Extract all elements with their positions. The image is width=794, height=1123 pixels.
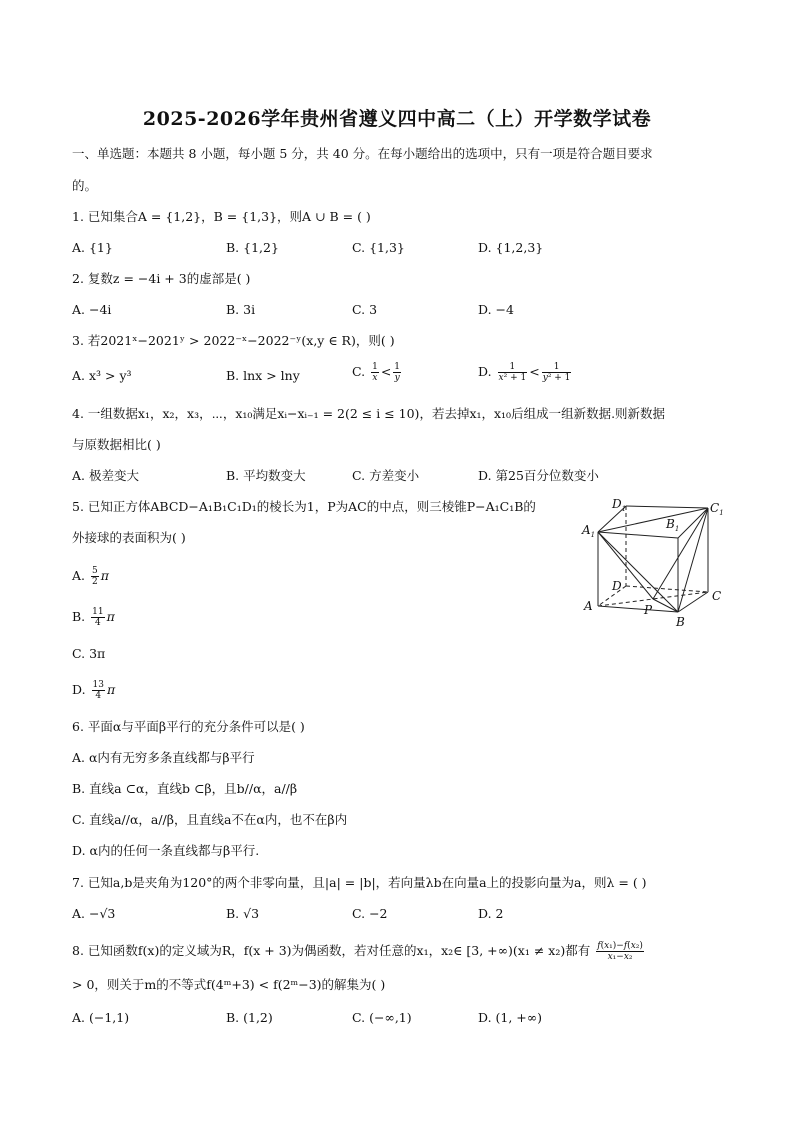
question-5-stem-line2: 外接球的表面积为( )	[72, 530, 186, 545]
question-3-stem: 3. 若2021ˣ−2021ʸ > 2022⁻ˣ−2022⁻ʸ(x,y ∈ R)，则( )	[72, 333, 395, 348]
question-1-stem: 1. 已知集合A = {1,2}，B = {1,3}，则A ∪ B = ( )	[72, 209, 371, 224]
question-1-option-c: C. {1,3}	[352, 240, 405, 255]
page-title: 2025-2026学年贵州省遵义四中高二（上）开学数学试卷	[142, 108, 652, 130]
fraction: $\frac{13}{4}$	[92, 680, 104, 701]
question-7-option-a: A. −√3	[72, 906, 116, 921]
question-5-option-d: D. $\frac{13}{4}$ π	[72, 680, 116, 701]
question-6-option-c: C. 直线a//α，a//β，且直线a不在α内，也不在β内	[72, 812, 348, 827]
question-4-option-c: C. 方差变小	[352, 468, 420, 483]
fraction: $\frac{11}{4}$	[92, 607, 104, 628]
section-instructions-line2: 的。	[72, 178, 98, 193]
question-4-option-d: D. 第25百分位数变小	[478, 468, 599, 483]
cube-figure	[578, 494, 748, 634]
label-c1: $C_1$	[710, 501, 724, 517]
label-d1: $D_1$	[612, 497, 627, 513]
question-7-option-c: C. −2	[352, 906, 388, 921]
label-b: B	[676, 615, 685, 629]
question-6-option-a: A. α内有无穷多条直线都与β平行	[72, 750, 255, 765]
label-p: P	[644, 603, 653, 617]
question-5-option-c: C. 3π	[72, 646, 106, 661]
label-b1: $B_1$	[666, 517, 680, 533]
question-5-option-b: B. $\frac{11}{4}$ π	[72, 607, 115, 628]
question-5-option-a: A. $\frac{5}{2}$ π	[72, 566, 109, 587]
question-2-option-a: A. −4i	[72, 302, 112, 317]
question-7-stem: 7. 已知a,b是夹角为120°的两个非零向量，且|a| = |b|，若向量λb在向量a上的投影向量为a，则λ = ( )	[72, 875, 647, 890]
question-3-option-a: A. x³ > y³	[72, 368, 132, 383]
question-4-option-b: B. 平均数变大	[226, 468, 306, 483]
question-3-option-c: C. $\frac{1}{x}$ < $\frac{1}{y}$	[352, 362, 401, 383]
label-a: A	[584, 599, 593, 613]
fraction: $\frac{1}{\text{x² + 1}}$	[498, 362, 527, 383]
question-2-option-b: B. 3i	[226, 302, 256, 317]
question-6-option-b: B. 直线a ⊂α，直线b ⊂β，且b//α，a//β	[72, 781, 298, 796]
question-8-option-b: B. (1,2)	[226, 1010, 273, 1025]
question-2-option-d: D. −4	[478, 302, 514, 317]
question-2-option-c: C. 3	[352, 302, 378, 317]
question-8-stem-line2: > 0，则关于m的不等式f(4ᵐ+3) < f(2ᵐ−3)的解集为( )	[72, 977, 386, 992]
question-7-option-d: D. 2	[478, 906, 504, 921]
question-8-option-d: D. (1, +∞)	[478, 1010, 543, 1025]
label-c: C	[712, 589, 722, 603]
fraction: $\frac{\text{f(x₁)−f(x₂)}}{\text{x₁−x₂}}$	[597, 941, 643, 962]
question-4-option-a: A. 极差变大	[72, 468, 139, 483]
question-7-option-b: B. √3	[226, 906, 260, 921]
question-4-stem-line2: 与原数据相比( )	[72, 437, 161, 452]
label-a1: $A_1$	[582, 523, 596, 539]
question-6-option-d: D. α内的任何一条直线都与β平行.	[72, 843, 260, 858]
question-6-stem: 6. 平面α与平面β平行的充分条件可以是( )	[72, 719, 305, 734]
fraction: $\frac{1}{x}$	[372, 362, 378, 383]
question-8-option-a: A. (−1,1)	[72, 1010, 130, 1025]
question-4-stem-line1: 4. 一组数据x₁，x₂，x₃，⋯，x₁₀满足xᵢ−xᵢ₋₁ = 2(2 ≤ i ≤ 10)，若去掉x₁，x₁₀后组成一组新数据.则新数据	[72, 406, 666, 421]
section-instructions-line1: 一、单选题：本题共 8 小题，每小题 5 分，共 40 分。在每小题给出的选项中，只有一项是符合题目要求	[72, 146, 653, 161]
label-d: D	[612, 579, 622, 593]
question-8-option-c: C. (−∞,1)	[352, 1010, 412, 1025]
fraction: $\frac{1}{\text{y² + 1}}$	[542, 362, 571, 383]
question-8-stem-line1: 8. 已知函数f(x)的定义域为R，f(x + 3)为偶函数，若对任意的x₁，x₂∈ [3, +∞)(x₁ ≠ x₂)都有 $\frac{\text{f(x₁)−f(x₂)}}{\text{x₁−x₂}}$	[72, 941, 643, 962]
question-2-stem: 2. 复数z = −4i + 3的虚部是( )	[72, 271, 251, 286]
question-5-stem-line1: 5. 已知正方体ABCD−A₁B₁C₁D₁的棱长为1，P为AC的中点，则三棱锥P−A₁C₁B的	[72, 499, 536, 514]
question-1-option-b: B. {1,2}	[226, 240, 279, 255]
question-3-option-d: D. $\frac{1}{\text{x² + 1}}$ < $\frac{1}{\text{y² + 1}}$	[478, 362, 571, 383]
fraction: $\frac{1}{y}$	[394, 362, 401, 383]
fraction: $\frac{5}{2}$	[92, 566, 98, 587]
question-1-option-a: A. {1}	[72, 240, 113, 255]
question-3-option-b: B. lnx > lny	[226, 368, 300, 383]
question-1-option-d: D. {1,2,3}	[478, 240, 544, 255]
